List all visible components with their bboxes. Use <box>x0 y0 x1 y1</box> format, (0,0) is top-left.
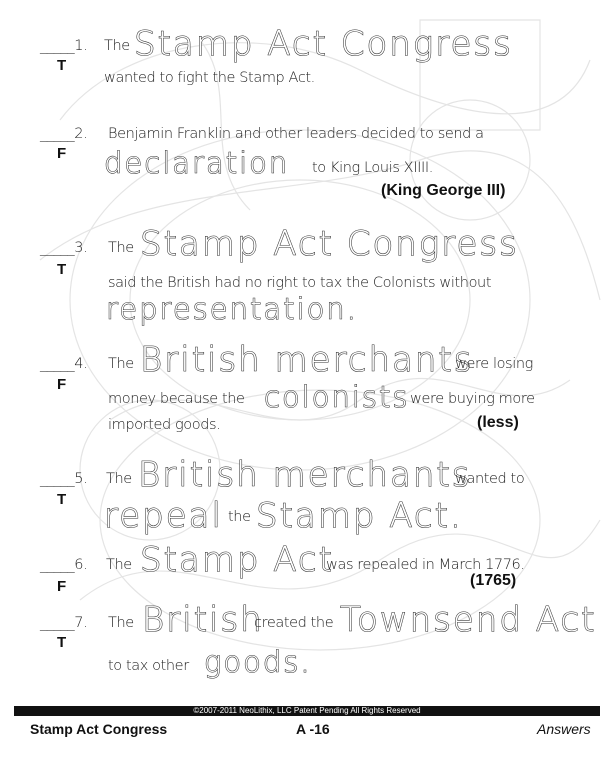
line-text: money because the <box>108 391 245 407</box>
line-text: imported goods. <box>108 417 221 433</box>
item-number: _____3. <box>40 240 88 256</box>
prefix-text: The <box>104 38 130 54</box>
traced-phrase: Stamp Act Congress <box>140 224 519 264</box>
item-number: _____5. <box>40 471 88 487</box>
traced-phrase: Stamp Act <box>140 540 334 580</box>
copyright-bar: ©2007-2011 NeoLithix, LLC Patent Pending All Rights Reserved <box>14 706 600 716</box>
traced-phrase: Stamp Act Congress <box>134 24 513 64</box>
line-text: were losing <box>455 356 533 372</box>
footer-label: Answers <box>537 721 591 737</box>
line-text: to King Louis XIIII. <box>312 160 433 176</box>
line-text: were buying more <box>410 391 535 407</box>
item-number: _____2. <box>40 126 88 142</box>
prefix-text: The <box>108 240 134 256</box>
line-text: the <box>228 509 251 525</box>
line-text: created the <box>254 615 334 631</box>
correction-text: (1765) <box>470 572 517 589</box>
prefix-text: The <box>108 356 134 372</box>
item-number: _____7. <box>40 615 88 631</box>
traced-phrase: goods. <box>204 645 312 679</box>
line-text: wanted to fight the Stamp Act. <box>104 70 315 86</box>
answer-label: T <box>57 634 67 651</box>
prefix-text: The <box>108 615 134 631</box>
answer-label: F <box>57 376 67 393</box>
traced-phrase: British merchants <box>138 455 472 495</box>
correction-text: (less) <box>477 414 519 431</box>
item-number: _____1. <box>40 38 88 54</box>
answer-label: F <box>57 578 67 595</box>
footer-title: Stamp Act Congress <box>30 721 168 737</box>
traced-phrase: British merchants <box>140 340 474 380</box>
answer-label: F <box>57 145 67 162</box>
line-text: Benjamin Franklin and other leaders decided to send a <box>108 126 484 142</box>
prefix-text: The <box>106 557 132 573</box>
line-text: to tax other <box>108 658 189 674</box>
traced-phrase: repeal <box>104 496 223 536</box>
item-number: _____4. <box>40 356 88 372</box>
page-number: A -16 <box>296 721 330 737</box>
line-text: was repealed in March 1776. <box>326 557 525 573</box>
prefix-text: The <box>106 471 132 487</box>
traced-phrase: colonists <box>264 380 410 414</box>
line-text: wanted to <box>455 471 525 487</box>
answer-label: T <box>57 57 67 74</box>
item-number: _____6. <box>40 557 88 573</box>
traced-phrase: Townsend Act <box>340 600 597 640</box>
traced-phrase: Stamp Act. <box>256 496 463 536</box>
traced-phrase: representation. <box>106 292 358 326</box>
traced-phrase: British <box>142 600 264 640</box>
traced-phrase: declaration <box>104 146 290 180</box>
answer-label: T <box>57 491 67 508</box>
line-text: said the British had no right to tax the Colonists without <box>108 275 492 291</box>
answer-label: T <box>57 261 67 278</box>
correction-text: (King George III) <box>381 182 506 199</box>
